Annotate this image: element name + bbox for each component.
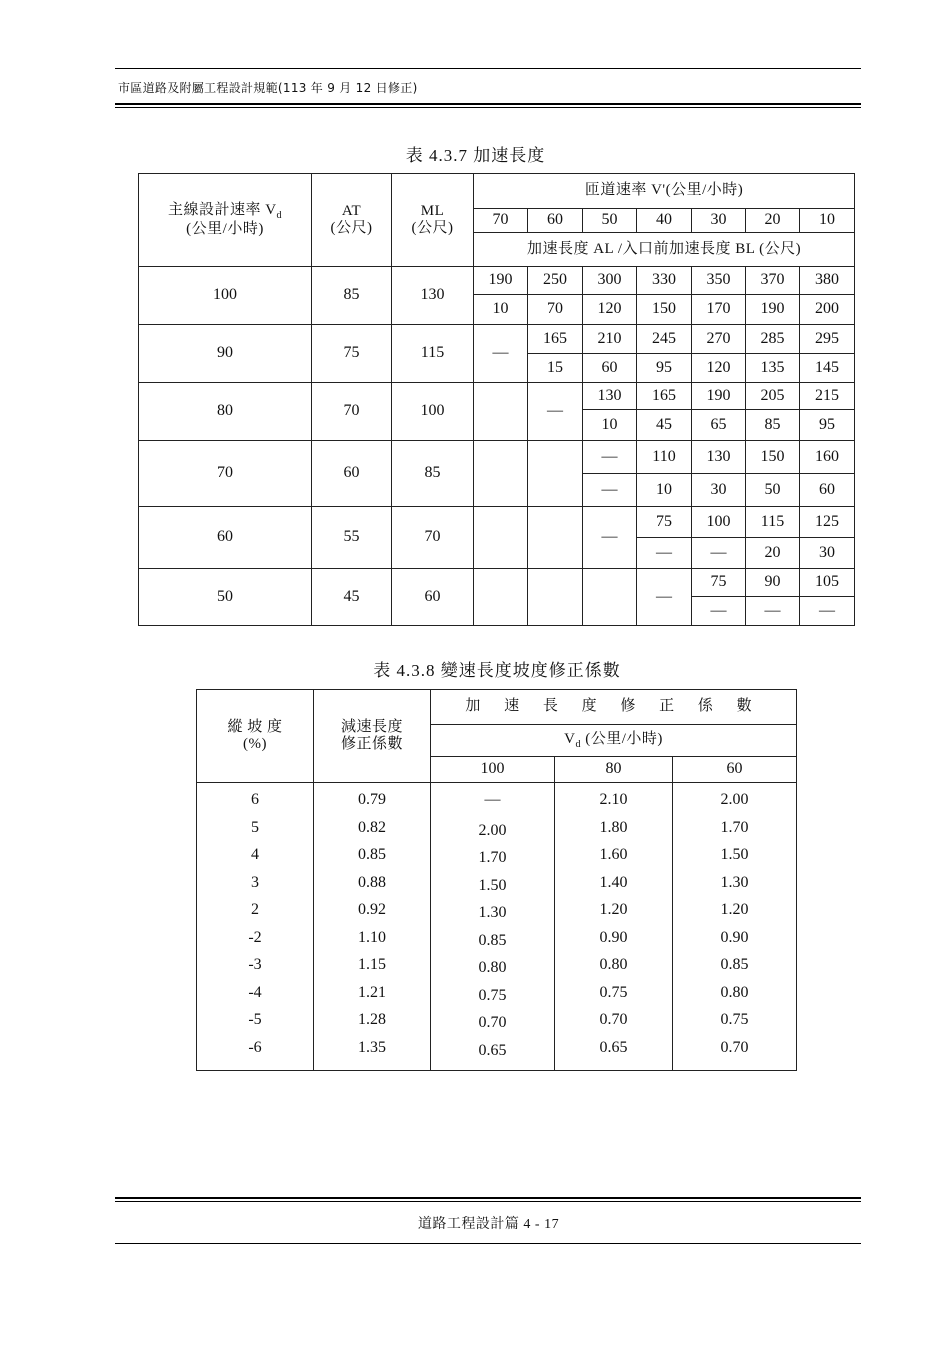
accel-60-value: 0.85 [673,952,797,980]
speed-80: 80 [555,757,673,783]
decel-value: 1.15 [314,952,431,980]
header-main-speed-sub: d [276,209,283,221]
ramp-speed-60: 60 [528,209,583,233]
al-value: 300 [583,267,637,295]
bl-value: 45 [637,410,692,441]
accel-60-value: 0.70 [673,1034,797,1070]
header-accel-label: 加 速 長 度 修 正 係 數 [431,690,797,725]
al-value: 190 [692,383,746,410]
accel-60-value: 1.30 [673,869,797,897]
al-value: 330 [637,267,692,295]
accel-60-value: 2.00 [673,783,797,815]
decel-value: 0.82 [314,814,431,842]
bl-value: 20 [746,538,800,569]
bl-value: 10 [637,474,692,507]
speed-100: 100 [431,757,555,783]
grade-value: 4 [197,842,314,870]
table1-row-al [139,383,855,410]
header-ml: ML [420,202,445,219]
main-speed-value: 90 [139,325,312,383]
al-value: 380 [800,267,855,295]
footer-rule-bottom [115,1243,861,1244]
decel-value: 1.28 [314,1007,431,1035]
accel-60-value: 0.90 [673,924,797,952]
header-decel-cell [314,690,431,783]
at-value: 60 [312,441,392,507]
al-value: 190 [474,267,528,295]
al-value: 295 [800,325,855,354]
header-ml-unit: (公尺) [411,220,454,236]
al-value: 250 [528,267,583,295]
table2-row [197,869,797,897]
al-value: 90 [746,569,800,597]
bl-value: 10 [474,295,528,325]
al-value: 105 [800,569,855,597]
al-value: 350 [692,267,746,295]
header-decel-line1: 減速長度 [340,718,403,735]
ml-value: 100 [392,383,474,441]
al-value: 270 [692,325,746,354]
al-value: 130 [692,441,746,474]
al-value: 245 [637,325,692,354]
ml-value: 70 [392,507,474,569]
accel-80-value: 0.65 [555,1034,673,1070]
al-value: 75 [692,569,746,597]
accel-100-cell [431,1007,555,1035]
table1-row-al [139,569,855,597]
ramp-speed-10: 10 [800,209,855,233]
grade-value: 3 [197,869,314,897]
accel-60-value: 0.75 [673,1007,797,1035]
at-value: 55 [312,507,392,569]
empty-cell [474,507,528,569]
at-value: 85 [312,267,392,325]
main-speed-value: 50 [139,569,312,626]
accel-100-value: 1.50 [478,876,507,894]
grade-value: -4 [197,979,314,1007]
accel-100-value: 1.70 [478,849,507,867]
empty-cell [474,383,528,441]
header-rule-thin [115,107,861,108]
table2-row [197,1007,797,1035]
header-at-cell [312,174,392,267]
table2-row [197,1034,797,1070]
accel-100-cell [431,924,555,952]
bl-value: 85 [746,410,800,441]
table2-row [197,783,797,815]
main-speed-value: 60 [139,507,312,569]
table2-row [197,952,797,980]
table2-row [197,842,797,870]
table1-body [139,174,855,626]
empty-cell [583,569,637,626]
table2-row [197,979,797,1007]
acceleration-length-table [138,173,855,626]
header-at-unit: (公尺) [330,220,373,236]
table1-row-al [139,267,855,295]
ramp-speed-70: 70 [474,209,528,233]
decel-value: 1.35 [314,1034,431,1070]
accel-80-value: 2.10 [555,783,673,815]
accel-80-value: 0.90 [555,924,673,952]
accel-100-cell [431,842,555,870]
header-rule-top [115,68,861,69]
bl-value: 15 [528,354,583,383]
header-length-label: 加速長度 AL /入口前加速長度 BL (公尺) [474,233,855,267]
ramp-speed-30: 30 [692,209,746,233]
accel-100-value: 2.00 [478,821,507,839]
at-value: 70 [312,383,392,441]
table2-row [197,814,797,842]
accel-100-value: 1.30 [478,904,507,922]
ml-value: 60 [392,569,474,626]
empty-cell [528,569,583,626]
bl-value: — [692,538,746,569]
bl-value: 135 [746,354,800,383]
accel-80-value: 0.80 [555,952,673,980]
accel-100-value: — [484,791,501,809]
bl-value: 95 [800,410,855,441]
ramp-speed-40: 40 [637,209,692,233]
bl-value: — [637,538,692,569]
grade-value: -5 [197,1007,314,1035]
accel-80-value: 1.40 [555,869,673,897]
bl-value: 60 [800,474,855,507]
ramp-speed-20: 20 [746,209,800,233]
header-grade: 縱 坡 度 [227,718,283,735]
decel-value: 1.10 [314,924,431,952]
header-main-speed-cell [139,174,312,267]
header-decel-line2: 修正係數 [340,736,403,752]
empty-cell [474,441,528,507]
bl-value: 70 [528,295,583,325]
grade-value: 2 [197,897,314,925]
bl-value: 190 [746,295,800,325]
al-value: 150 [746,441,800,474]
decel-value: 0.92 [314,897,431,925]
accel-100-cell [431,814,555,842]
accel-100-value: 0.70 [478,1014,507,1032]
accel-60-value: 1.50 [673,842,797,870]
header-main-speed-unit: (公里/小時) [186,221,264,238]
bl-value: 30 [692,474,746,507]
table1-row-al [139,441,855,474]
accel-100-cell [431,979,555,1007]
at-value: 75 [312,325,392,383]
table2-body [197,690,797,1071]
table1-header-row [139,174,855,209]
bl-value: 170 [692,295,746,325]
bl-value: — [583,474,637,507]
header-grade-cell [197,690,314,783]
accel-100-cell [431,897,555,925]
al-value: 110 [637,441,692,474]
al-value: 205 [746,383,800,410]
page-footer: 道路工程設計篇 4 - 17 [417,1217,560,1232]
footer-rule-thick [115,1197,861,1199]
header-grade-unit: (%) [243,736,267,752]
bl-value: 95 [637,354,692,383]
accel-100-value: 0.80 [478,959,507,977]
al-value: — [583,441,637,474]
dash-cell: — [474,325,528,383]
accel-100-cell [431,869,555,897]
grade-value: 5 [197,814,314,842]
header-main-speed: 主線設計速率 V [167,201,277,218]
al-value: 125 [800,507,855,538]
empty-cell [528,441,583,507]
decel-value: 1.21 [314,979,431,1007]
at-value: 45 [312,569,392,626]
bl-value: — [800,597,855,626]
main-speed-value: 80 [139,383,312,441]
accel-80-value: 1.20 [555,897,673,925]
bl-value: 65 [692,410,746,441]
al-value: 130 [583,383,637,410]
empty-cell [474,569,528,626]
bl-value: — [692,597,746,626]
bl-value: 50 [746,474,800,507]
accel-100-cell [431,783,555,815]
accel-100-value: 0.65 [478,1041,507,1059]
table2-row [197,924,797,952]
al-value: 165 [528,325,583,354]
bl-value: 120 [583,295,637,325]
al-value: 370 [746,267,800,295]
bl-value: 200 [800,295,855,325]
empty-cell [528,507,583,569]
header-vd-unit: (公里/小時) [580,730,663,747]
header-vd-cell [431,725,797,757]
table2-row [197,897,797,925]
accel-100-value: 0.85 [478,931,507,949]
main-speed-value: 70 [139,441,312,507]
bl-value: — [746,597,800,626]
header-ml-cell [392,174,474,267]
decel-value: 0.88 [314,869,431,897]
accel-100-value: 0.75 [478,986,507,1004]
header-ramp-speed: 匝道速率 V'(公里/小時) [474,174,855,209]
table1-row-al [139,325,855,354]
ramp-speed-50: 50 [583,209,637,233]
al-value: 210 [583,325,637,354]
accel-80-value: 1.60 [555,842,673,870]
table2-caption: 表 4.3.8 變速長度坡度修正係數 [373,661,621,680]
speed-60: 60 [673,757,797,783]
table1-caption: 表 4.3.7 加速長度 [405,146,546,165]
bl-value: 120 [692,354,746,383]
bl-value: 60 [583,354,637,383]
decel-value: 0.85 [314,842,431,870]
dash-cell: — [583,507,637,569]
grade-value: 6 [197,783,314,815]
decel-value: 0.79 [314,783,431,815]
bl-value: 30 [800,538,855,569]
grade-correction-table [196,689,797,1071]
bl-value: 150 [637,295,692,325]
main-speed-value: 100 [139,267,312,325]
accel-80-value: 0.75 [555,979,673,1007]
ml-value: 130 [392,267,474,325]
al-value: 100 [692,507,746,538]
al-value: 75 [637,507,692,538]
accel-80-value: 0.70 [555,1007,673,1035]
table2-header-row [197,690,797,725]
footer-rule-thin [115,1201,861,1202]
al-value: 165 [637,383,692,410]
table1-row-al [139,507,855,538]
accel-60-value: 0.80 [673,979,797,1007]
header-vd-sub: d [575,738,581,750]
accel-100-cell [431,1034,555,1070]
accel-60-value: 1.20 [673,897,797,925]
ml-value: 85 [392,441,474,507]
grade-value: -6 [197,1034,314,1070]
accel-60-value: 1.70 [673,814,797,842]
accel-100-cell [431,952,555,980]
document-header-title: 市區道路及附屬工程設計規範(113 年 9 月 12 日修正) [118,81,418,95]
dash-cell: — [637,569,692,626]
dash-cell: — [528,383,583,441]
al-value: 285 [746,325,800,354]
al-value: 160 [800,441,855,474]
accel-80-value: 1.80 [555,814,673,842]
al-value: 215 [800,383,855,410]
bl-value: 10 [583,410,637,441]
grade-value: -3 [197,952,314,980]
al-value: 115 [746,507,800,538]
ml-value: 115 [392,325,474,383]
grade-value: -2 [197,924,314,952]
header-vd: V [564,730,576,747]
bl-value: 145 [800,354,855,383]
header-rule-thick [115,103,861,105]
header-at: AT [341,202,362,219]
